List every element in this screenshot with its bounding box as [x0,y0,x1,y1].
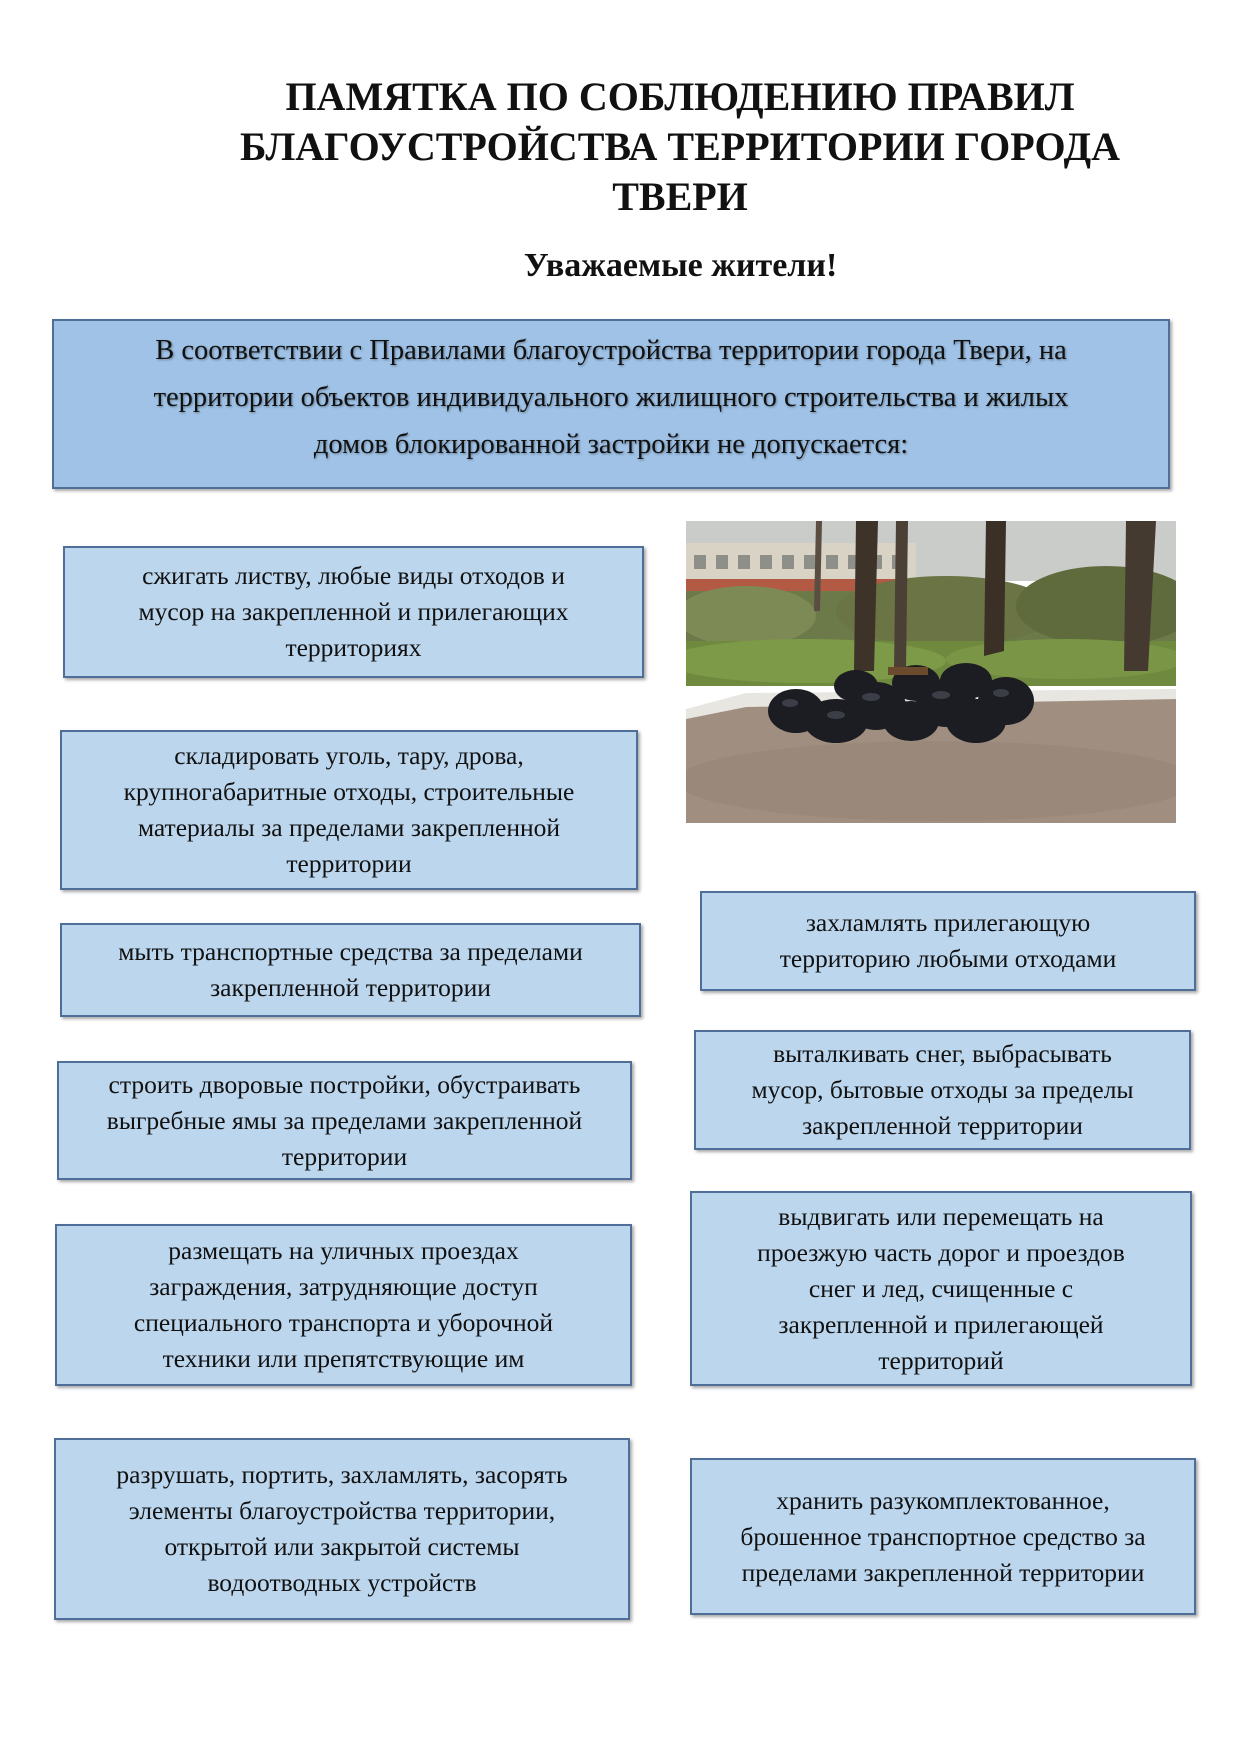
rule-line: пределами закрепленной территории [741,1557,1145,1587]
title-line: БЛАГОУСТРОЙСТВА ТЕРРИТОРИИ ГОРОДА [240,124,1120,169]
rule-line: крупногабаритные отходы, строительные [123,777,575,806]
rule-box-storage [60,730,638,890]
rule-line: территориях [285,633,422,662]
rule-box-snow-waste [694,1030,1191,1150]
rule-line: складировать уголь, тару, дрова, [174,741,524,770]
rule-line: водоотводных устройств [207,1568,477,1597]
rule-box-buildings [57,1061,632,1180]
garbage-bags-photo [686,521,1176,823]
greeting: Уважаемые жители! [523,247,838,284]
title-line: ПАМЯТКА ПО СОБЛЮДЕНИЮ ПРАВИЛ [285,74,1075,119]
rule-line: специального транспорта и уборочной [133,1308,554,1337]
rule-box-burning [63,546,644,678]
rule-line: хранить разукомплектованное, [776,1485,1110,1515]
rule-box-snow-roads [690,1191,1192,1386]
rule-line: элементы благоустройства территории, [128,1496,556,1525]
rule-line: сжигать листву, любые виды отходов и [142,561,565,590]
rule-line: закрепленной территории [802,1111,1083,1140]
rule-line: техники или препятствующие им [162,1344,525,1373]
rule-line: выдвигать или перемещать на [778,1201,1104,1231]
rule-line: территорий [878,1345,1004,1375]
rule-line: размещать на уличных проездах [168,1236,519,1265]
rule-line: закрепленной и прилегающей [778,1309,1104,1339]
rule-line: закрепленной территории [210,973,491,1002]
rule-line: брошенное транспортное средство за [740,1521,1146,1551]
intro-line: домов блокированной застройки не допускается: [313,429,909,460]
rule-box-washing [60,923,641,1017]
intro-box [52,319,1170,489]
rule-line: мусор, бытовые отходы за пределы [751,1075,1134,1104]
rule-line: захламлять прилегающую [805,908,1091,937]
rule-line: проезжую часть дорог и проездов [757,1237,1125,1267]
rule-line: открытой или закрытой системы [164,1532,520,1561]
rule-line: мусор на закрепленной и прилегающих [138,597,569,626]
rule-box-abandoned-vehicle [690,1458,1196,1615]
rule-line: материалы за пределами закрепленной [137,813,561,842]
rule-line: разрушать, портить, захламлять, засорять [116,1460,568,1489]
rule-box-barriers [55,1224,632,1386]
rule-box-damage [54,1438,630,1620]
rule-line: территории [281,1141,408,1171]
rule-line: строить дворовые постройки, обустраивать [108,1069,581,1099]
rule-box-littering [700,891,1196,991]
title-line: ТВЕРИ [612,174,748,219]
rule-line: территории [286,849,412,878]
rule-line: снег и лед, счищенные с [808,1273,1074,1303]
intro-line: В соответствии с Правилами благоустройства территории города Твери, на [155,335,1067,366]
page-title [200,72,1160,222]
rule-line: выталкивать снег, выбрасывать [773,1039,1112,1068]
rule-line: мыть транспортные средства за пределами [118,937,583,966]
rule-line: заграждения, затрудняющие доступ [149,1272,538,1301]
intro-line: территории объектов индивидуального жилищного строительства и жилых [153,382,1069,413]
rule-line: выгребные ямы за пределами закрепленной [106,1105,583,1135]
rule-line: территорию любыми отходами [779,944,1117,973]
